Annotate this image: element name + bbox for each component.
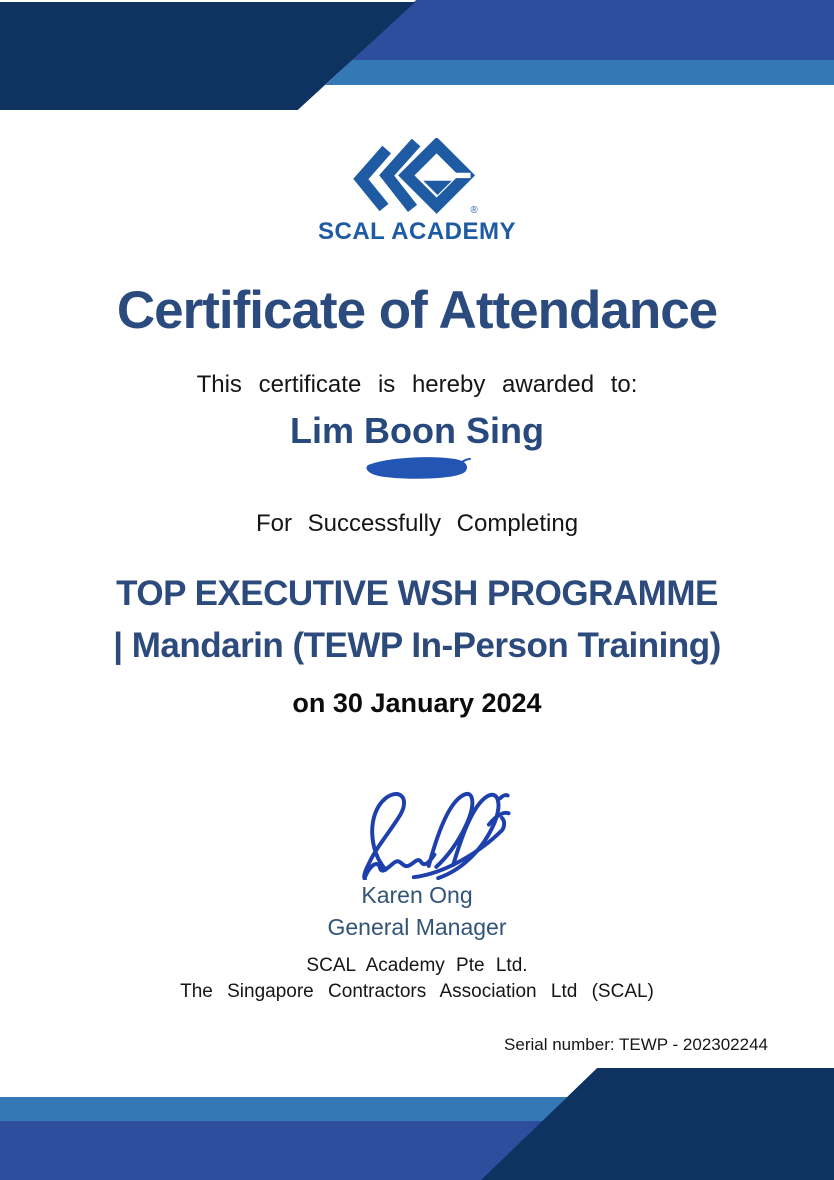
bottom-banner [0,1068,834,1180]
recipient-name: Lim Boon Sing [290,410,544,451]
completing-line: For Successfully Completing [255,510,579,537]
signatory-title: General Manager [327,914,507,940]
programme-line2: | Mandarin (TEWP In-Person Training) [113,626,721,665]
serial-number: Serial number: TEWP - 202302244 [504,1035,768,1054]
marker-scribble [0,453,834,486]
certificate-title: Certificate of Attendance [116,281,718,340]
organization-line2: The Singapore Contractors Association Ltd (SCAL) [180,981,654,1002]
top-banner [0,0,834,112]
signature-icon [0,772,834,885]
organization-line1: SCAL Academy Pte Ltd. [306,955,528,976]
signatory-name: Karen Ong [361,882,473,908]
programme-title [0,568,834,672]
registered-mark: ® [470,204,478,216]
date-line: on 30 January 2024 [292,688,542,718]
programme-line1: TOP EXECUTIVE WSH PROGRAMME [116,574,718,613]
award-line: This certificate is hereby awarded to: [196,371,638,398]
scal-academy-logo-icon [0,138,834,225]
logo-wordmark: SCAL ACADEMY [317,218,516,245]
